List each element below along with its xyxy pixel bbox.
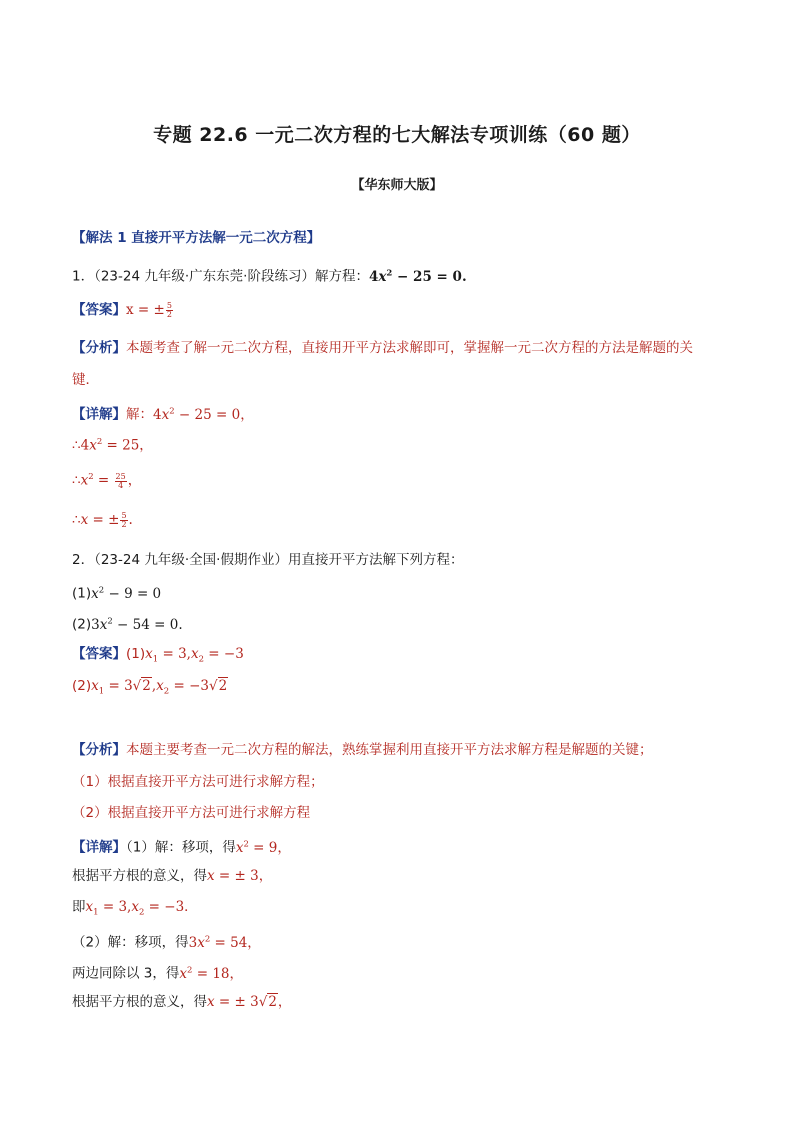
q1-step4: ∴x = ± $\frac{5}{2}$ . (72, 511, 133, 529)
q1-analysis-text: 本题考查了解一元二次方程，直接用开平方法求解即可，掌握解一元二次方程的方法是解题的关 (126, 340, 693, 356)
q1-detail-label: 【详解】 (72, 406, 126, 423)
q1-step3-fraction: $\frac{25}{4}$ (115, 471, 126, 490)
q2-analysis (72, 740, 653, 760)
q1-analysis-label: 【分析】 (72, 340, 126, 356)
q2-detail-3: 即$x_1 = 3,x_2 = -3$． (72, 899, 198, 918)
q2-detail-5: 两边同除以 3，得$x^2 = 18$， (72, 965, 244, 982)
q1-equation: $4x^2 - 25 = 0$. (368, 268, 467, 285)
q2-analysis-point1: （1）根据直接开平方法可进行求解方程； (72, 774, 324, 790)
q1-answer (72, 300, 174, 320)
q2-detail-4: （2）解：移项，得$3x^2 = 54$， (72, 934, 261, 951)
q2-detail-label: 【详解】 (72, 839, 126, 856)
q1-stem-text: 1．（23-24 九年级·广东东莞·阶段练习）解方程： (72, 268, 369, 285)
q1-step3: $\therefore x^2$ = $\frac{25}{4}$ ， (72, 471, 142, 490)
q1-detail-eq: $4x^2 - 25 = 0$， (153, 406, 254, 423)
q1-step4-fraction: $\frac{5}{2}$ (121, 511, 127, 529)
q1-step2: $\therefore 4x^2 = 25$， (72, 437, 153, 454)
q2-answer2: $(2)x_1 = 3√2,x_2 = -3√2$ (72, 678, 228, 697)
edition-label: 【华东师大版】 (351, 178, 443, 193)
q2-detail-2: 根据平方根的意义，得x = ± 3， (72, 868, 273, 884)
q1-answer-fraction: $\frac{5}{2}$ (166, 300, 172, 319)
q1-detail (72, 401, 254, 425)
document-title: 专题 22.6 一元二次方程的七大解法专项训练（60 题） (153, 124, 641, 146)
q2-answer1: $x_1 = 3,x_2 = -3$ (145, 646, 244, 665)
section-heading: 【解法 1 直接开平方法解一元二次方程】 (72, 230, 321, 246)
q2-analysis-text: 本题主要考查一元二次方程的解法，熟练掌握利用直接开平方法求解方程是解题的关键； (126, 742, 653, 758)
q1-answer-pre: x = ± (126, 302, 165, 318)
q1-analysis (72, 338, 693, 358)
q2-detail-1: 【详解】（1）解：移项，得$x^2 = 9$， (72, 839, 291, 856)
q2-analysis-point2: （2）根据直接开平方法可进行求解方程 (72, 805, 311, 821)
q1-detail-solve: 解： (126, 406, 153, 423)
q1-stem (72, 263, 467, 287)
q2-stem: 2．（23-24 九年级·全国·假期作业）用直接开平方法解下列方程： (72, 552, 464, 568)
q2-answer-label: 【答案】 (72, 646, 126, 662)
q2-eq2: $(2)3x^2 - 54 = 0$. (72, 616, 183, 633)
q2-answer: 【答案】$(1)x_1 = 3,x_2 = -3$ (72, 646, 244, 665)
q1-answer-label: 【答案】 (72, 302, 126, 318)
q2-detail-6: 根据平方根的意义，得x = ± 3√2， (72, 994, 292, 1010)
q2-analysis-label: 【分析】 (72, 742, 126, 758)
q1-analysis-cont: 键． (72, 372, 99, 388)
q2-eq1: $(1)x^2 - 9 = 0$ (72, 585, 162, 602)
